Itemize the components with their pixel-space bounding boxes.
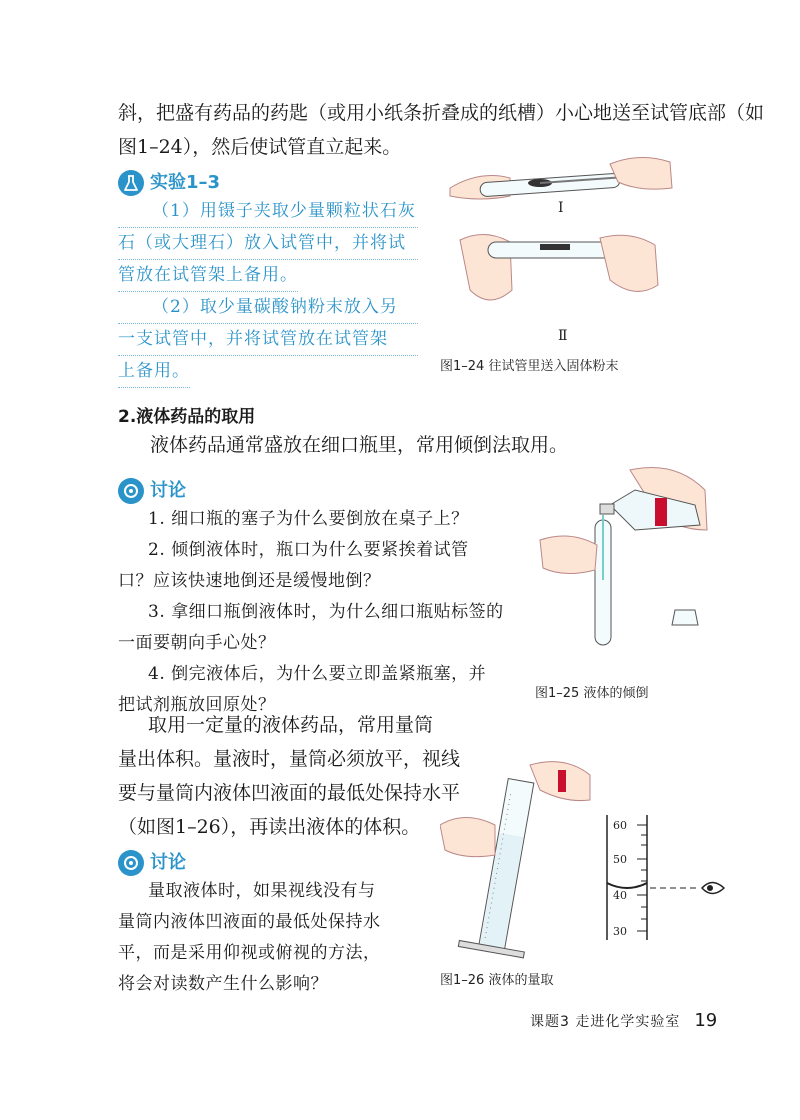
discussion-icon bbox=[118, 478, 144, 504]
discussion-line: 量取液体时，如果视线没有与 bbox=[148, 881, 376, 901]
experiment-line: （2）取少量碳酸钠粉末放入另 bbox=[118, 292, 418, 324]
discussion-line: 平，而是采用仰视或俯视的方法， bbox=[118, 943, 381, 963]
discussion-line: 将会对读数产生什么影响？ bbox=[118, 974, 328, 994]
liquid-pouring-illustration bbox=[535, 460, 715, 660]
fig24-label-1: Ⅰ bbox=[558, 200, 564, 216]
measure-paragraph bbox=[118, 708, 461, 844]
fig25-caption: 图1–25 液体的倾倒 bbox=[535, 686, 649, 701]
discussion-1 bbox=[118, 478, 518, 721]
experiment-title: 实验1–3 bbox=[150, 172, 221, 193]
experiment-header bbox=[118, 170, 418, 196]
liquid-measuring-illustration bbox=[440, 755, 740, 960]
experiment-line: 石（或大理石）放入试管中，并将试 bbox=[118, 228, 418, 260]
fig24-label-2: Ⅱ bbox=[558, 328, 568, 344]
section-text: 液体药品通常盛放在细口瓶里，常用倾倒法取用。 bbox=[150, 434, 569, 456]
scale-label: 30 bbox=[613, 925, 627, 938]
discussion-icon bbox=[118, 850, 144, 876]
figure-1-24 bbox=[440, 150, 680, 380]
experiment-box bbox=[118, 170, 418, 388]
measure-line: （如图1–26），再读出液体的体积。 bbox=[118, 816, 421, 838]
fig26-caption: 图1–26 液体的量取 bbox=[440, 973, 554, 988]
scale-label: 40 bbox=[613, 889, 627, 902]
experiment-line: （1）用镊子夹取少量颗粒状石灰 bbox=[118, 196, 418, 228]
discussion-line: 口？应该快速地倒还是缓慢地倒？ bbox=[118, 571, 381, 591]
eye-icon bbox=[702, 883, 724, 894]
scale-label: 50 bbox=[613, 853, 627, 866]
measure-line: 取用一定量的液体药品，常用量筒 bbox=[148, 714, 434, 736]
discussion-line: 2. 倾倒液体时，瓶口为什么要紧挨着试管 bbox=[148, 540, 469, 560]
measure-line: 量出体积。量液时，量筒必须放平，视线 bbox=[118, 748, 461, 770]
discussion-line: 1. 细口瓶的塞子为什么要倒放在桌子上？ bbox=[148, 509, 469, 529]
discussion-title: 讨论 bbox=[150, 852, 186, 873]
intro-line: 图1–24），然后使试管直立起来。 bbox=[118, 136, 402, 158]
intro-line: 斜，把盛有药品的药匙（或用小纸条折叠成的纸槽）小心地送至试管底部（如 bbox=[118, 102, 765, 124]
measure-line: 要与量筒内液体凹液面的最低处保持水平 bbox=[118, 782, 461, 804]
chapter-label: 课题3 走进化学实验室 bbox=[530, 1014, 681, 1030]
scale-label: 60 bbox=[613, 819, 627, 832]
page-footer bbox=[530, 1010, 717, 1031]
test-tube-powder-illustration bbox=[440, 150, 680, 355]
experiment-line: 一支试管中，并将试管放在试管架 bbox=[118, 324, 418, 356]
section-heading: 2.液体药品的取用 bbox=[118, 407, 256, 427]
discussion-line: 把试剂瓶放回原处？ bbox=[118, 695, 276, 715]
discussion-2 bbox=[118, 850, 418, 1000]
figure-1-25 bbox=[535, 460, 715, 705]
experiment-line: 管放在试管架上备用。 bbox=[118, 260, 298, 292]
discussion-header bbox=[118, 850, 418, 876]
page-number: 19 bbox=[694, 1010, 718, 1031]
discussion-line: 4. 倒完液体后，为什么要立即盖紧瓶塞，并 bbox=[148, 664, 487, 684]
discussion-title: 讨论 bbox=[150, 480, 186, 501]
discussion-line: 3. 拿细口瓶倒液体时，为什么细口瓶贴标签的 bbox=[148, 602, 504, 622]
flask-icon bbox=[118, 170, 144, 196]
discussion-line: 一面要朝向手心处？ bbox=[118, 633, 276, 653]
figure-1-26 bbox=[440, 755, 740, 988]
experiment-line: 上备用。 bbox=[118, 356, 190, 388]
discussion-header bbox=[118, 478, 518, 504]
fig24-caption: 图1–24 往试管里送入固体粉末 bbox=[440, 359, 619, 374]
discussion-line: 量筒内液体凹液面的最低处保持水 bbox=[118, 912, 381, 932]
